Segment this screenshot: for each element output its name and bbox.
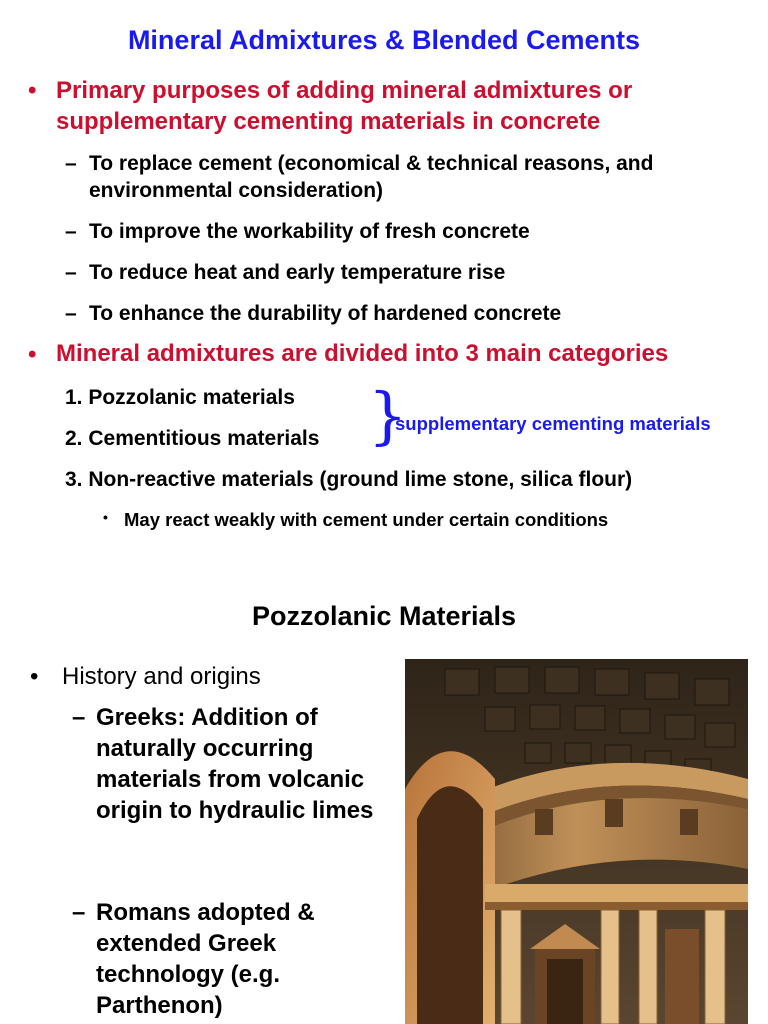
purpose-item <box>65 218 745 245</box>
history-heading: History and origins <box>62 663 261 690</box>
slide-title: Mineral Admixtures & Blended Cements <box>127 25 641 55</box>
pantheon-interior-image <box>405 659 748 1024</box>
dash-marker: – <box>72 704 86 731</box>
brace-label: supplementary cementing materials <box>395 413 711 434</box>
purpose-text: To reduce heat and early temperature rise <box>89 261 506 284</box>
categories-heading: Mineral admixtures are divided into 3 main categories <box>56 340 669 367</box>
dash-marker: – <box>65 261 77 284</box>
bullet-marker: • <box>30 663 39 690</box>
sub-bullet-text: May react weakly with cement under certain conditions <box>124 509 609 530</box>
purposes-heading: Primary purposes of adding mineral admixtures or supplementary cementing materials in concrete <box>56 77 633 135</box>
purpose-item <box>65 300 745 327</box>
purpose-item <box>65 259 745 286</box>
dash-marker: – <box>65 220 77 243</box>
romans-item <box>72 897 392 1021</box>
purpose-text: To improve the workability of fresh concrete <box>89 220 530 243</box>
dash-marker: – <box>65 152 77 175</box>
romans-text: Romans adopted & extended Greek technology (e.g. Parthenon) <box>96 899 315 1019</box>
greeks-item <box>72 702 392 826</box>
dash-marker: – <box>65 302 77 325</box>
dash-marker: – <box>72 899 86 926</box>
sub-bullet-marker: • <box>103 509 108 525</box>
curly-brace-icon: } <box>368 379 408 452</box>
bullet-marker: • <box>28 341 37 368</box>
category-item: 1. Pozzolanic materials <box>65 386 295 409</box>
purpose-item <box>65 150 745 204</box>
greeks-text: Greeks: Addition of naturally occurring materials from volcanic origin to hydraulic limes <box>96 704 374 824</box>
section-title: Pozzolanic Materials <box>251 601 517 631</box>
purpose-text: To replace cement (economical & technical reasons, and environmental consideration) <box>89 152 654 202</box>
category-item: 3. Non-reactive materials (ground lime stone, silica flour) <box>65 468 633 491</box>
bullet-marker: • <box>28 77 37 104</box>
purpose-text: To enhance the durability of hardened concrete <box>89 302 562 325</box>
category-item: 2. Cementitious materials <box>65 427 320 450</box>
